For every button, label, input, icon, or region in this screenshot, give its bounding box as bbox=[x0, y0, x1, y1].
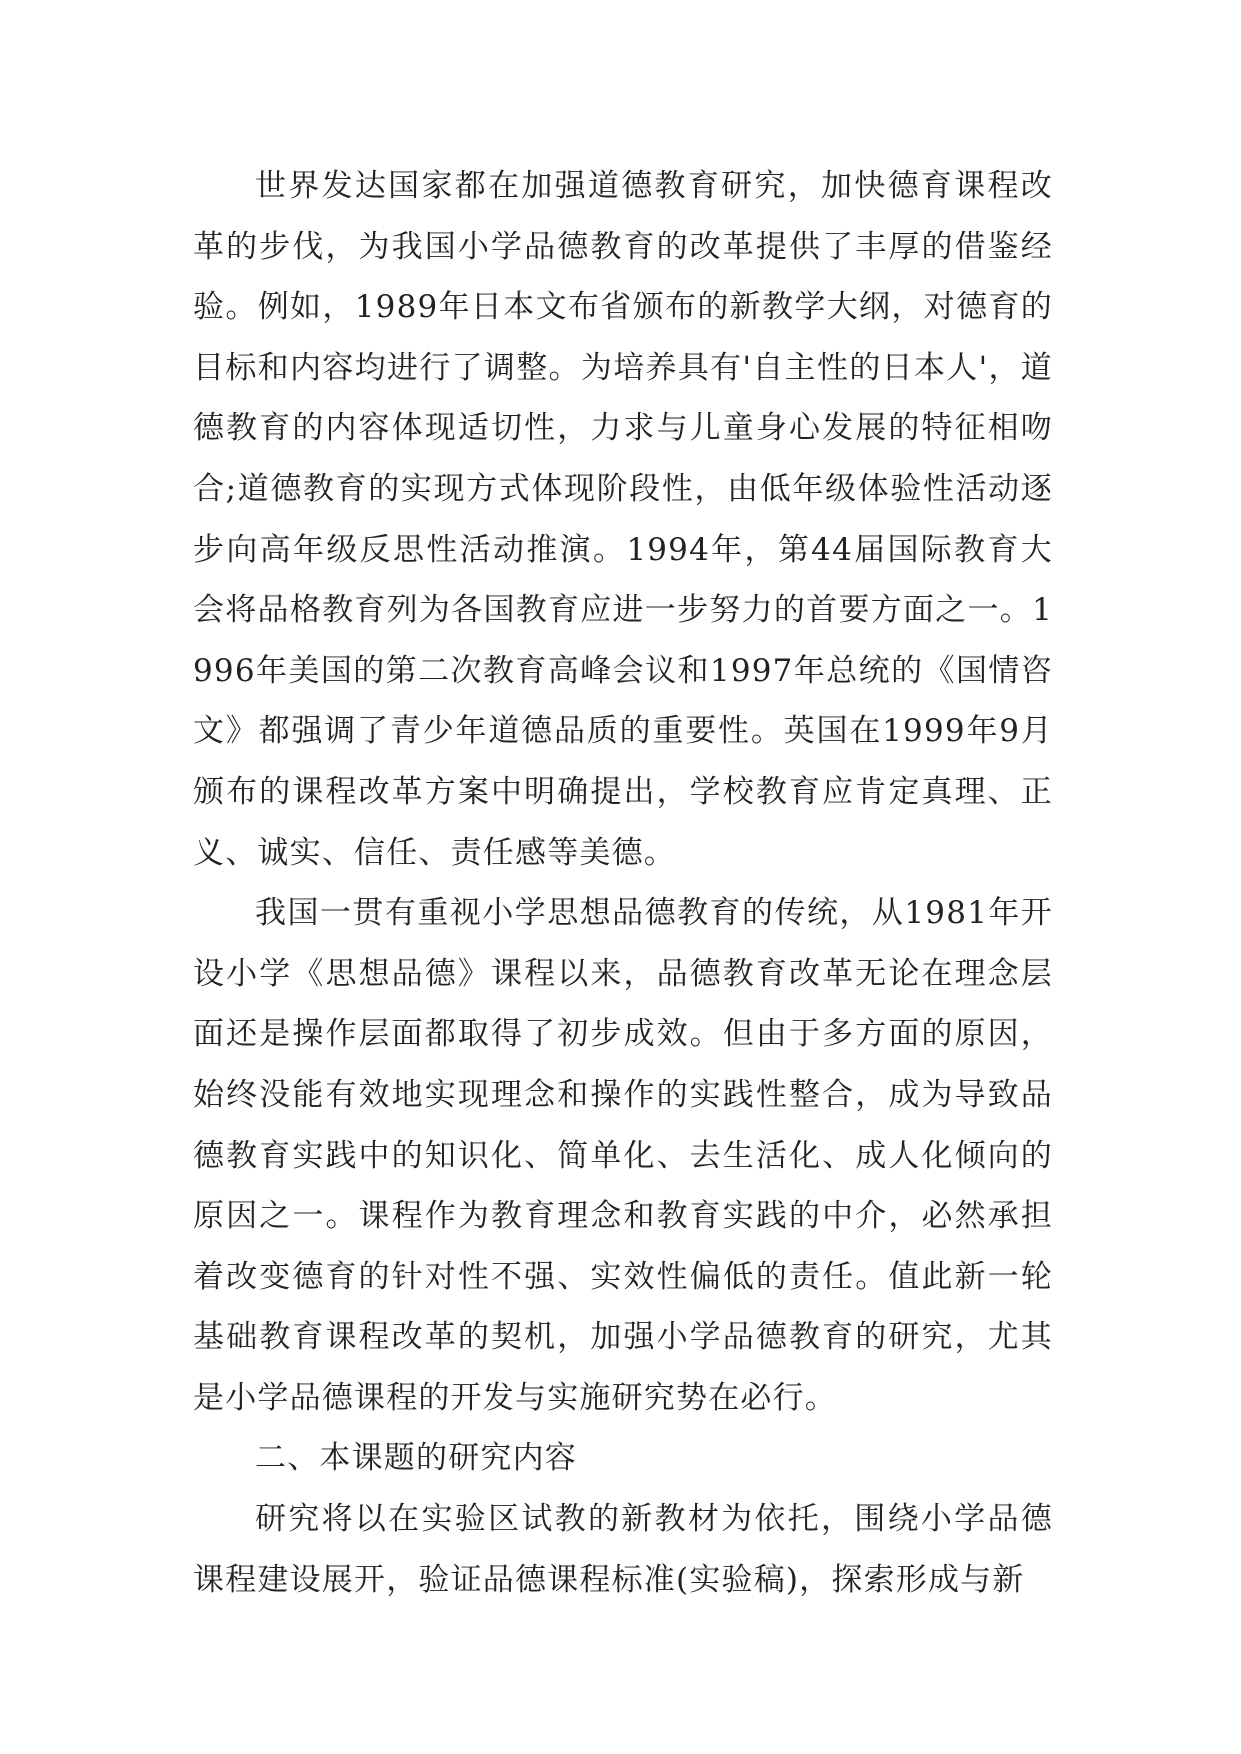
section-heading-research-content: 二、本课题的研究内容 bbox=[255, 1440, 577, 1477]
paragraph-domestic-moral-education: 我国一贯有重视小学思想品德教育的传统，从1981年开设小学《思想品德》课程以来，品德教育改革无论在理念层面还是操作层面都取得了初步成效。但由于多方面的原因，始终没能有效地实现理念和操作的实践性整合，成为导致品德教育实践中的知识化、简单化、去生活化、成人化倾向的原因之一。课程作为教育理念和教育实践的中介，必然承担着改变德育的针对性不强、实效性偏低的责任。值此新一轮基础教育课程改革的契机，加强小学品德教育的研究，尤其是小学品德课程的开发与实施研究势在必行。 bbox=[193, 895, 1053, 1416]
paragraph-research-plan: 研究将以在实验区试教的新教材为依托，围绕小学品德课程建设展开，验证品德课程标准(实验稿)，探索形成与新 bbox=[193, 1501, 1053, 1598]
paragraph-foreign-moral-education: 世界发达国家都在加强道德教育研究，加快德育课程改革的步伐，为我国小学品德教育的改革提供了丰厚的借鉴经验。例如，1989年日本文布省颁布的新教学大纲，对德育的目标和内容均进行了调整。为培养具有'自主性的日本人'，道德教育的内容体现适切性，力求与儿童身心发展的特征相吻合;道德教育的实现方式体现阶段性，由低年级体验性活动逐步向高年级反思性活动推演。1994年，第44届国际教育大会将品格教育列为各国教育应进一步努力的首要方面之一。1996年美国的第二次教育高峰会议和1997年总统的《国情咨文》都强调了青少年道德品质的重要性。英国在1999年9月颁布的课程改革方案中明确提出，学校教育应肯定真理、正义、诚实、信任、责任感等美德。 bbox=[193, 168, 1053, 871]
document-body bbox=[193, 156, 1053, 1610]
